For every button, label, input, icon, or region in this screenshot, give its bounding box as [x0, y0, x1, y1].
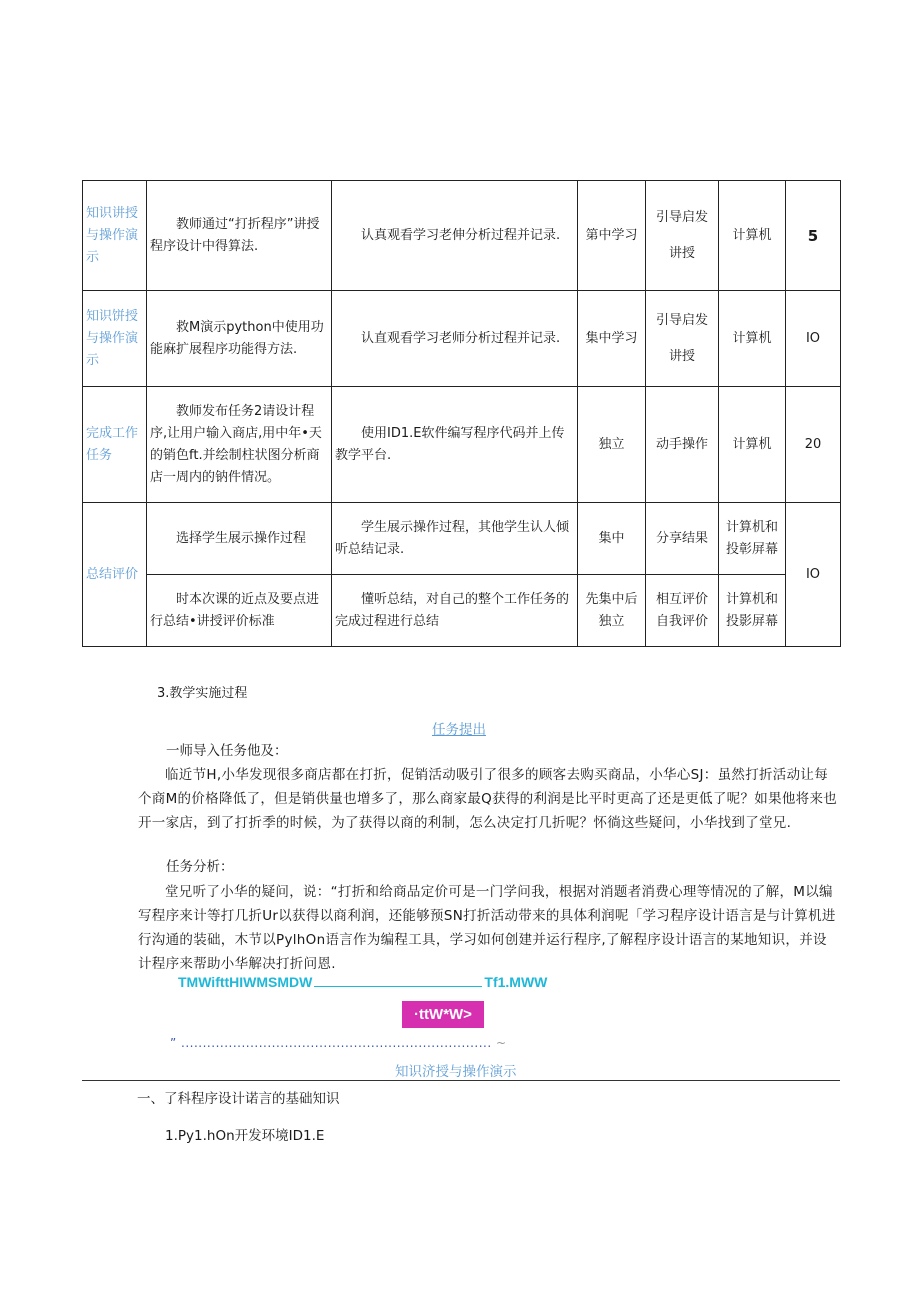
student-activity-cell: 学生展示操作过程，其他学生认人倾听总结记录. [332, 503, 578, 575]
table-row [83, 575, 841, 647]
subsection-link[interactable]: 知识济授与操作演示 [395, 1064, 517, 1080]
teacher-activity-cell: 救M演示python中使用功能麻扩展程序功能得方法. [147, 291, 332, 387]
time-cell: 5 [786, 181, 841, 291]
organization-cell: 集中学习 [578, 291, 646, 387]
table-row [83, 387, 841, 503]
time-cell: IO [786, 503, 841, 647]
organization-cell: 集中 [578, 503, 646, 575]
time-cell: 20 [786, 387, 841, 503]
dot-leader: ........................................................................ [181, 1036, 492, 1050]
time-cell: IO [786, 291, 841, 387]
garbled-text-left: TMWifttHIWMSMDW [178, 974, 313, 990]
resource-cell: 计算机 [719, 291, 786, 387]
phase-cell: 完成工作任务 [83, 387, 147, 503]
method-line: 讲授 [668, 245, 695, 261]
scenario-paragraph: 临近节H,小华发现很多商店都在打折，促销活动吸引了很多的顾客去购买商品，小华心SJ：虽然打折活动让每个商M的价格降低了，但是销供量也增多了，那么商家最Q获得的利润是比平时更高了还是更低了呢？如果他将来也开一家店，到了打折季的时候，为了获得以商的利制，怎么决定打几折呢？怀徜这些疑问，小华找到了堂兄. [138, 767, 838, 831]
dotted-divider [170, 1036, 507, 1050]
method-line: 引导启发 [655, 312, 708, 328]
table-row [83, 181, 841, 291]
analysis-paragraph: 堂兄听了小华的疑问，说：“打折和给商品定价可是一门学问我，根据对消题者消费心理等情况的了解，M以编写程序来计等打几折Ur以获得以商利润，还能够预SN打折活动带来的具体利润呢「学习程序设计语言是与计算机进行沟通的装础，木节以PylhOn语言作为编程工具，学习如何创建并运行程序,了解程序设计语言的某地知识，并设计程序来帮助小华解决打折问恩. [138, 884, 836, 972]
student-activity-cell: 使用ID1.E软件编写程序代码并上传教学平台. [332, 387, 578, 503]
method-cell: 动手操作 [646, 387, 719, 503]
garbled-text-right: Tf1.MWW [484, 974, 548, 990]
method-cell [646, 575, 719, 647]
student-activity-cell: 认真观看学习老伸分析过程并记录. [332, 181, 578, 291]
method-cell: 分享结果 [646, 503, 719, 575]
method-cell [646, 181, 719, 291]
magenta-banner: ·ttW*W> [402, 1001, 484, 1028]
dots-lead-mark: ” [170, 1036, 177, 1050]
table-row [83, 503, 841, 575]
teacher-activity-cell: 教师通过“打折程序”讲授程序设计中得算法. [147, 181, 332, 291]
lesson-plan-table [82, 180, 841, 647]
resource-cell: 计算机和投影屏幕 [719, 575, 786, 647]
method-line: 自我评价 [655, 613, 708, 629]
resource-cell: 计算机 [719, 181, 786, 291]
resource-cell: 计算机 [719, 387, 786, 503]
intro-line: 一师导入任务他及： [166, 743, 288, 759]
task-proposal-link[interactable]: 任务提出 [432, 722, 486, 738]
student-activity-cell: 懂听总结，对自己的整个工作任务的完成过程进行总结 [332, 575, 578, 647]
method-line: 相互评价 [655, 591, 708, 607]
organization-cell: 独立 [578, 387, 646, 503]
section-title: 3.教学实施过程 [157, 686, 248, 701]
table-row [83, 291, 841, 387]
underline-gap [314, 974, 482, 987]
method-line: 讲授 [668, 348, 695, 364]
student-activity-cell: 认直观看学习老师分析过程并记录. [332, 291, 578, 387]
horizontal-rule [82, 1080, 840, 1081]
analysis-label: 任务分析： [166, 859, 234, 875]
resource-cell: 计算机和投彰屏幕 [719, 503, 786, 575]
teacher-activity-cell: 时本次课的近点及要点进行总结•讲授评价标准 [147, 575, 332, 647]
method-line: 引导启发 [655, 209, 708, 225]
phase-cell: 知识饼授与操作演示 [83, 291, 147, 387]
dots-tail-mark: ~ [496, 1036, 507, 1050]
teacher-activity-cell: 选择学生展示操作过程 [147, 503, 332, 575]
organization-cell: 先集中后独立 [578, 575, 646, 647]
heading-basics: 一、了科程序设计诺言的基础知识 [137, 1091, 340, 1107]
heading-python-env: 1.Py1.hOn开发环境ID1.E [165, 1128, 325, 1144]
garbled-header-row [178, 974, 578, 990]
phase-cell: 知识讲授与操作演示 [83, 181, 147, 291]
phase-cell: 总结评价 [83, 503, 147, 647]
teacher-activity-cell: 教师发布任务2请设计程序,让用户输入商店,用中年•天的销色ft.并绘制柱状图分析商店一周内的钠件情况。 [147, 387, 332, 503]
organization-cell: 第中学习 [578, 181, 646, 291]
method-cell [646, 291, 719, 387]
